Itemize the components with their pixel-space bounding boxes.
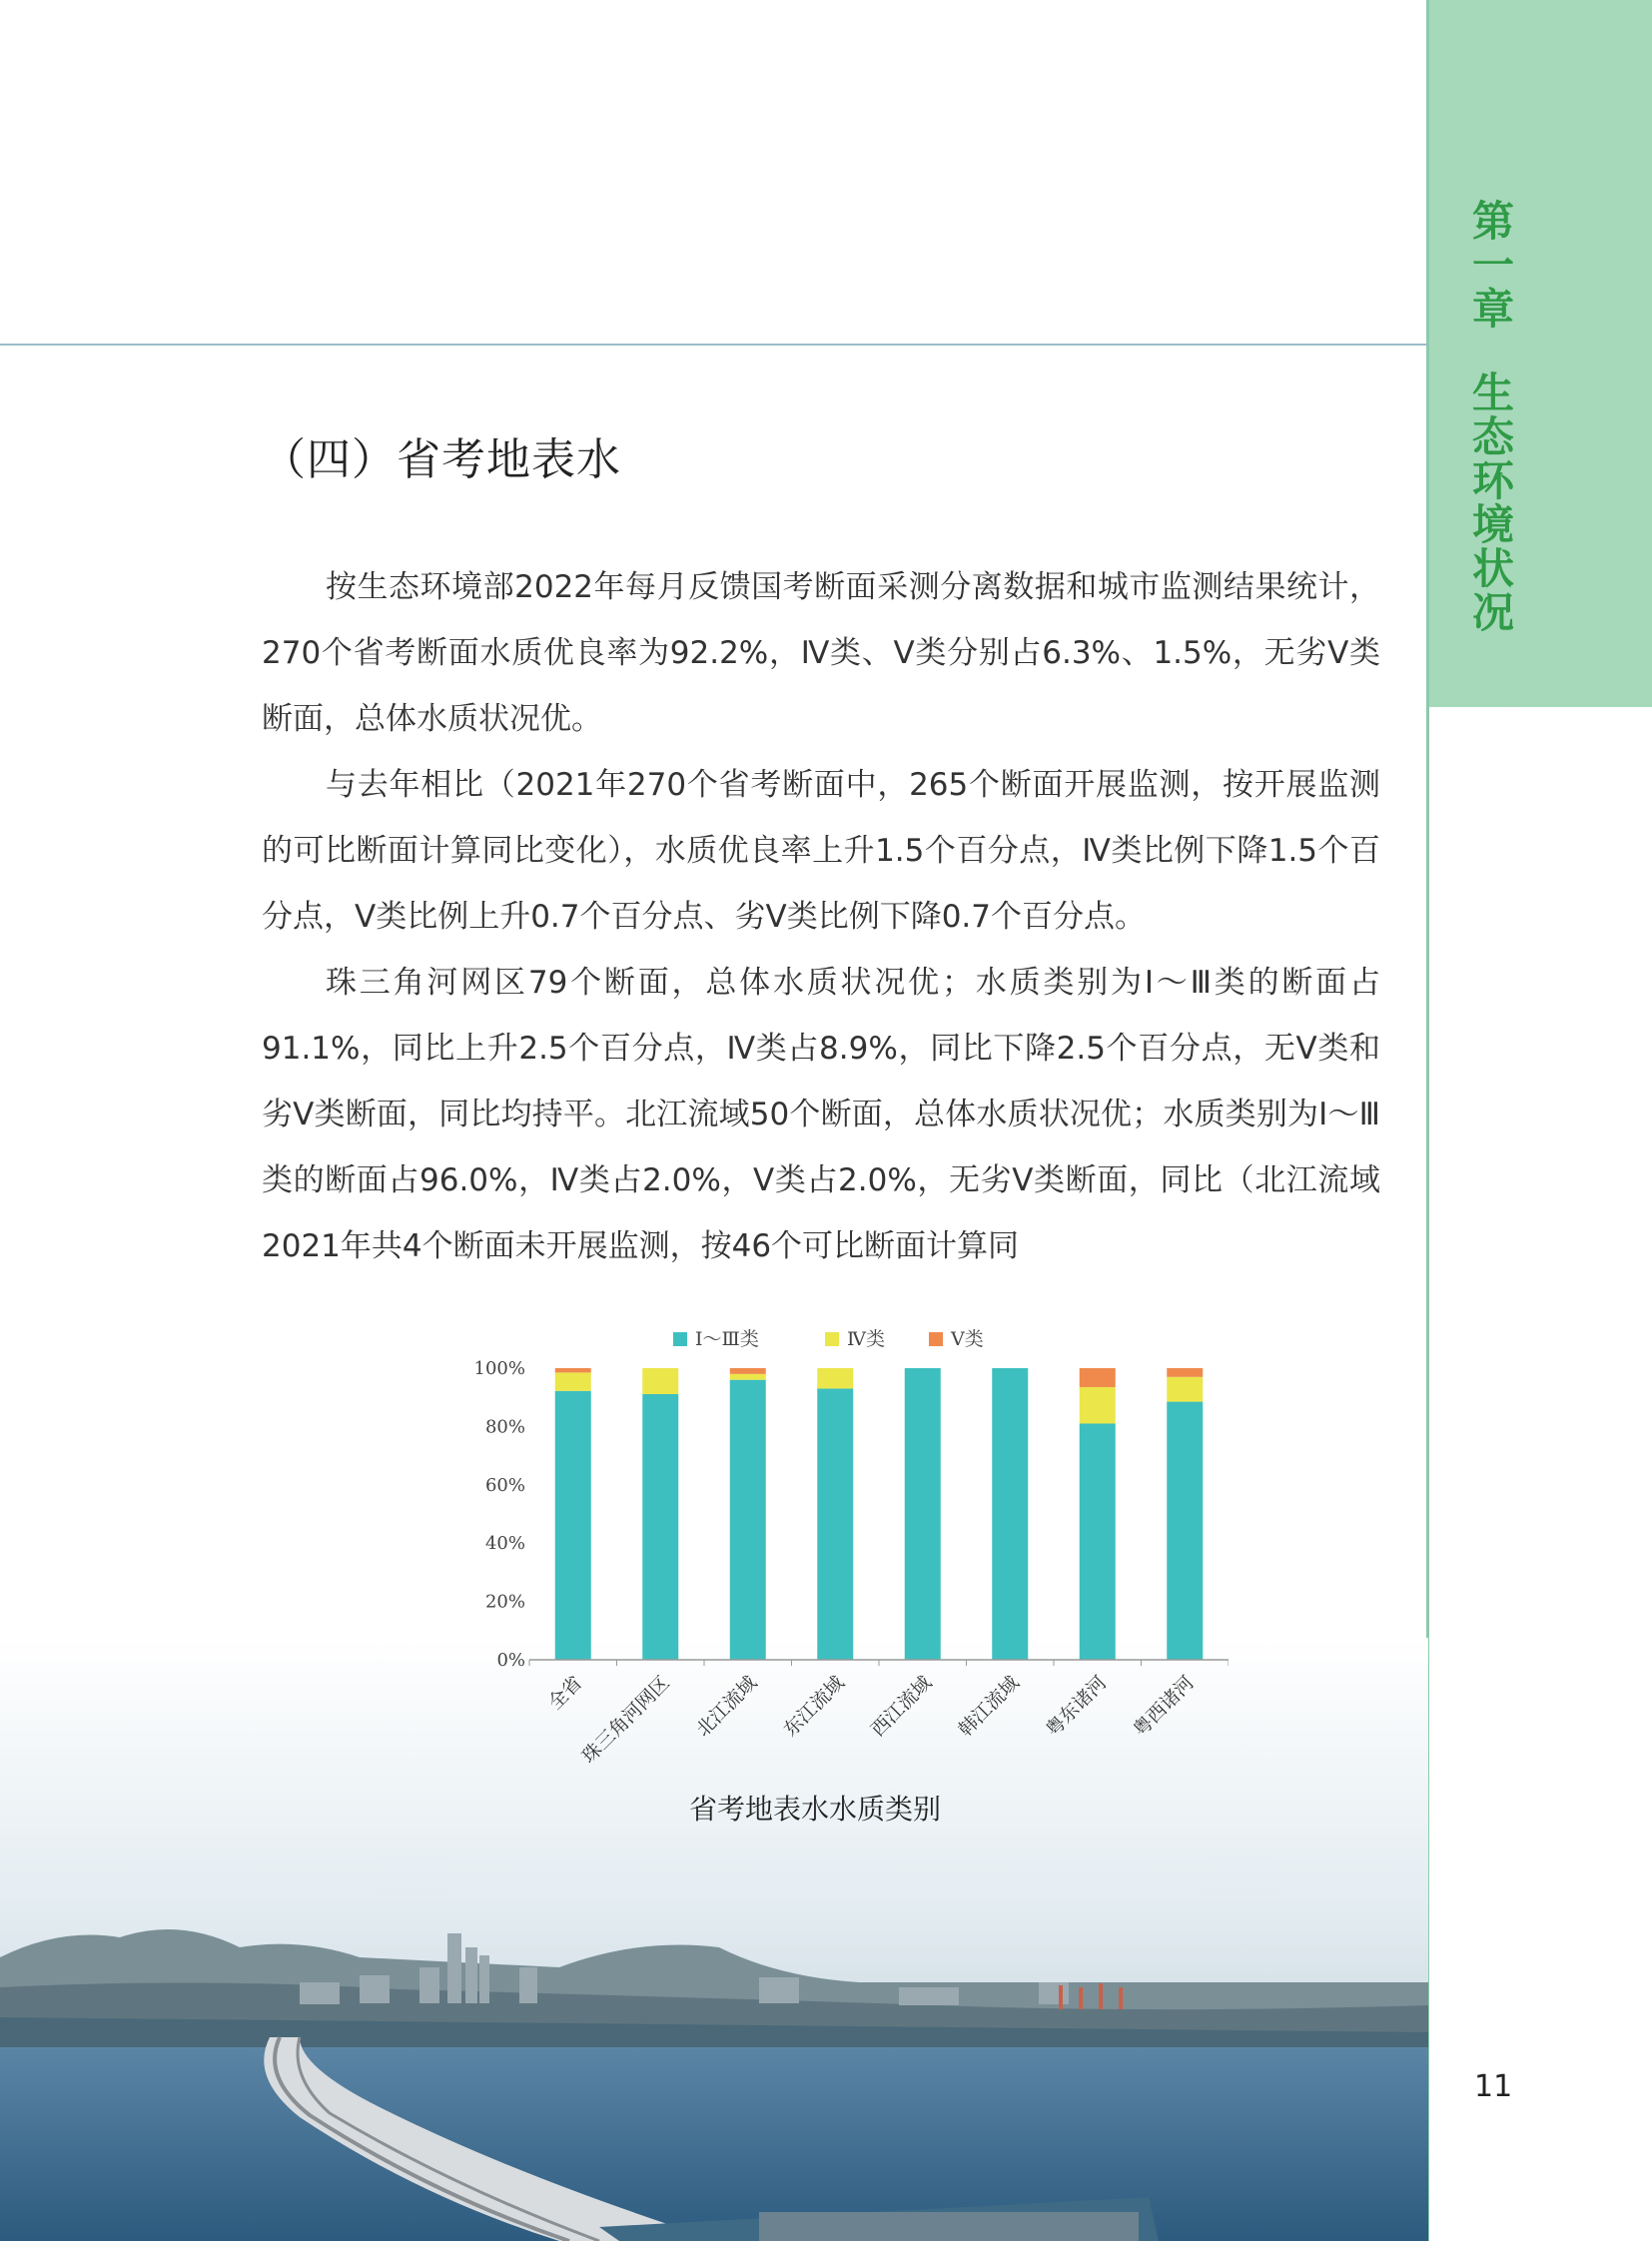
header-divider bbox=[0, 344, 1428, 346]
legend-item bbox=[825, 1324, 885, 1351]
bar-segment bbox=[642, 1368, 678, 1394]
x-tick-label: 韩江流域 bbox=[954, 1671, 1024, 1742]
legend-swatch bbox=[929, 1332, 943, 1346]
bar-segment bbox=[730, 1368, 766, 1374]
bar-segment bbox=[817, 1388, 853, 1660]
x-tick-label: 西江流域 bbox=[866, 1671, 937, 1742]
bar-segment bbox=[555, 1372, 591, 1390]
y-tick-label: 80% bbox=[484, 1416, 525, 1438]
legend-swatch bbox=[673, 1332, 687, 1346]
paragraph: 与去年相比（2021年270个省考断面中，265个断面开展监测，按开展监测的可比断面计算同比变化），水质优良率上升1.5个百分点，Ⅳ类比例下降1.5个百分点，Ⅴ类比例上升0.7个百分点、劣Ⅴ类比例下降0.7个百分点。 bbox=[262, 767, 1380, 935]
x-tick-label: 东江流域 bbox=[779, 1671, 849, 1742]
bar-segment bbox=[642, 1394, 678, 1660]
x-tick-label: 珠三角河网区 bbox=[577, 1671, 674, 1769]
x-tick-label: 粤东诸河 bbox=[1041, 1671, 1112, 1742]
y-tick-label: 0% bbox=[496, 1650, 525, 1671]
x-tick-label: 粤西诸河 bbox=[1129, 1671, 1199, 1742]
legend-item bbox=[673, 1324, 759, 1351]
bar-segment bbox=[730, 1374, 766, 1380]
bar-segment bbox=[817, 1368, 853, 1388]
bar-segment bbox=[730, 1380, 766, 1660]
bar-segment bbox=[555, 1391, 591, 1660]
y-tick-label: 100% bbox=[473, 1358, 525, 1379]
bar-segment bbox=[1167, 1402, 1203, 1660]
y-tick-label: 60% bbox=[484, 1474, 525, 1496]
stacked-bar-chart bbox=[429, 1348, 1229, 1788]
legend-label: Ⅴ类 bbox=[951, 1328, 984, 1350]
x-tick-label: 全省 bbox=[543, 1671, 587, 1715]
chapter-heading bbox=[1468, 197, 1518, 637]
chapter-number: 第一章 bbox=[1471, 197, 1514, 334]
bar-segment bbox=[1080, 1423, 1116, 1660]
chapter-tab bbox=[1429, 0, 1652, 707]
body-text bbox=[262, 554, 1380, 1279]
bar-segment bbox=[905, 1368, 941, 1660]
legend-label: Ⅳ类 bbox=[847, 1328, 885, 1350]
y-tick-label: 40% bbox=[484, 1533, 525, 1555]
bar-segment bbox=[1080, 1387, 1116, 1424]
legend-label: Ⅰ～Ⅲ类 bbox=[695, 1328, 759, 1350]
chart-caption: 省考地表水水质类别 bbox=[689, 1793, 942, 1826]
bar-segment bbox=[1167, 1368, 1203, 1377]
paragraph: 珠三角河网区79个断面，总体水质状况优；水质类别为Ⅰ～Ⅲ类的断面占91.1%，同比上升2.5个百分点，Ⅳ类占8.9%，同比下降2.5个百分点，无Ⅴ类和劣Ⅴ类断面，同比均持平。北江流域50个断面，总体水质状况优；水质类别为Ⅰ～Ⅲ类的断面占96.0%，Ⅳ类占2.0%，Ⅴ类占2.0%，无劣Ⅴ类断面，同比（北江流域2021年共4个断面未开展监测，按46个可比断面计算同 bbox=[262, 965, 1380, 1264]
bar-segment bbox=[992, 1368, 1028, 1660]
legend-item bbox=[929, 1324, 984, 1351]
bar-segment bbox=[1080, 1368, 1116, 1387]
y-tick-label: 20% bbox=[484, 1591, 525, 1613]
bar-segment bbox=[555, 1368, 591, 1372]
section-title: （四）省考地表水 bbox=[262, 434, 621, 485]
page-number: 11 bbox=[1474, 2069, 1513, 2104]
x-tick-label: 北江流域 bbox=[691, 1671, 762, 1742]
legend-swatch bbox=[825, 1332, 839, 1346]
bar-segment bbox=[1167, 1377, 1203, 1402]
chapter-name: 生态环境状况 bbox=[1471, 369, 1514, 637]
paragraph: 按生态环境部2022年每月反馈国考断面采测分离数据和城市监测结果统计，270个省考断面水质优良率为92.2%，Ⅳ类、Ⅴ类分别占6.3%、1.5%，无劣Ⅴ类断面，总体水质状况优。 bbox=[262, 569, 1380, 737]
